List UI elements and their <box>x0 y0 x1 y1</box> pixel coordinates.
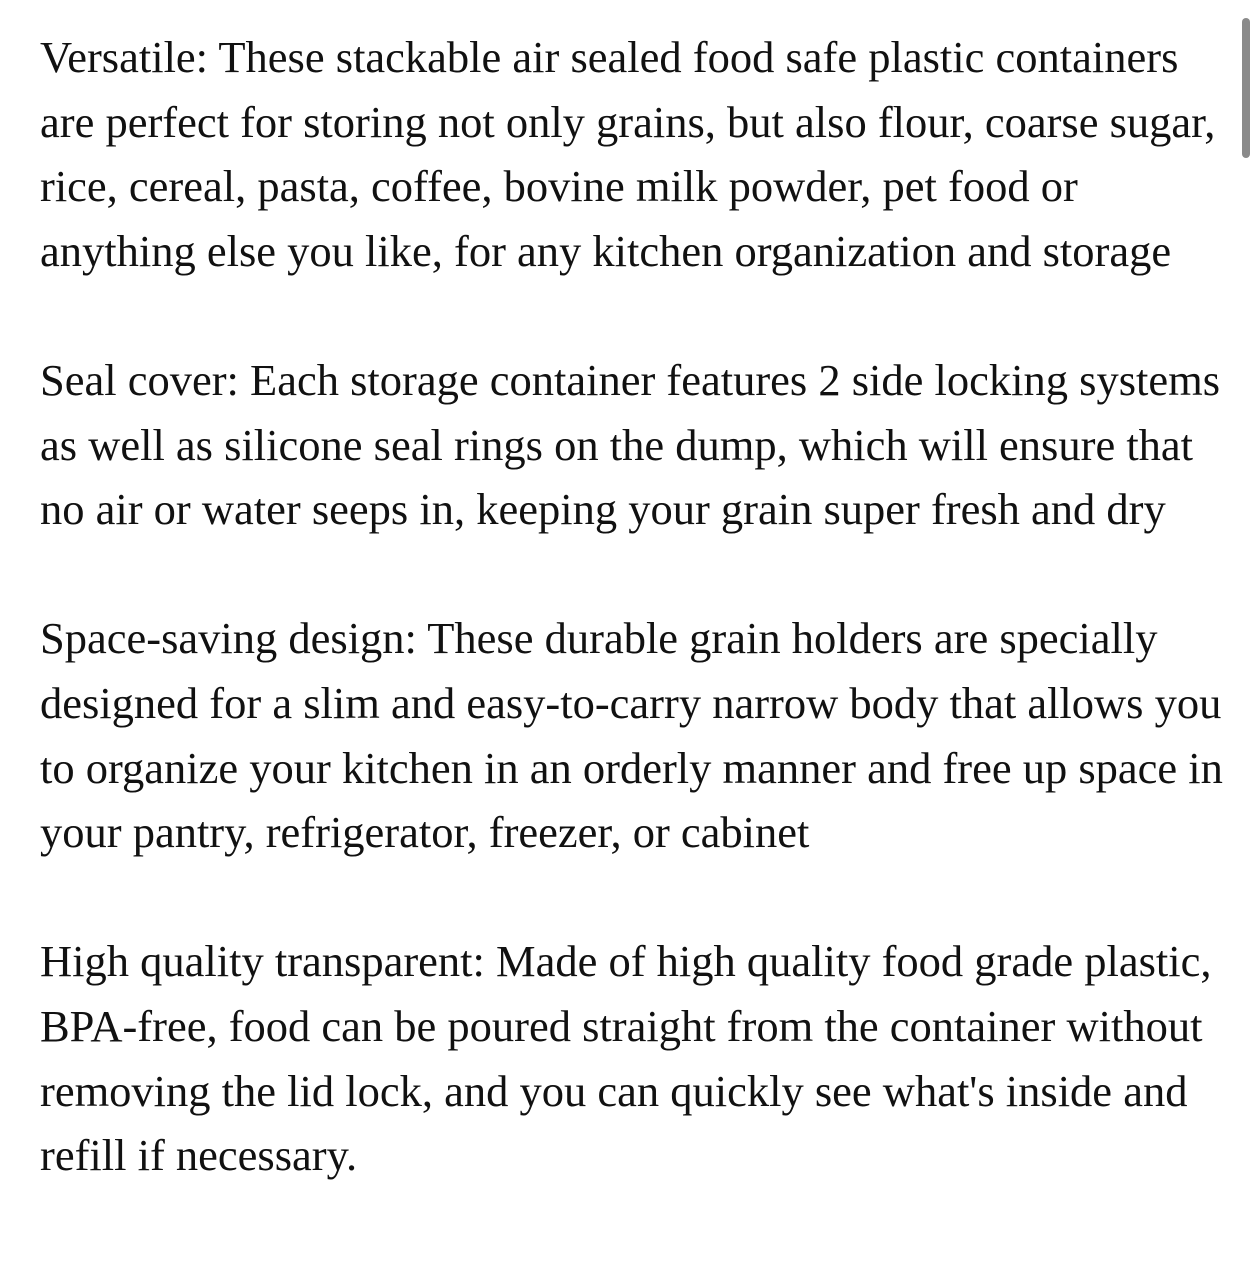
product-description <box>40 25 1225 1252</box>
description-paragraph-seal-cover: Seal cover: Each storage container features 2 side locking systems as well as silicone seal rings on the dump, which will ensure that no air or water seeps in, keeping your grain super fresh and dry <box>40 354 1221 535</box>
vertical-scrollbar[interactable] <box>1242 18 1250 158</box>
description-paragraph-versatile: Versatile: These stackable air sealed food safe plastic containers are perfect for storing not only grains, but also flour, coarse sugar, rice, cereal, pasta, coffee, bovine milk powder, pet food or anything else you like, for any kitchen organization and storage <box>40 32 1216 276</box>
description-paragraph-high-quality: High quality transparent: Made of high quality food grade plastic, BPA-free, food can be poured straight from the container without removing the lid lock, and you can quickly see what's inside and refill if necessary. <box>40 936 1212 1181</box>
description-paragraph-space-saving: Space-saving design: These durable grain holders are specially designed for a slim and easy-to-carry narrow body that allows you to organize your kitchen in an orderly manner and free up space in your pantry, refrigerator, freezer, or cabinet <box>40 613 1223 858</box>
